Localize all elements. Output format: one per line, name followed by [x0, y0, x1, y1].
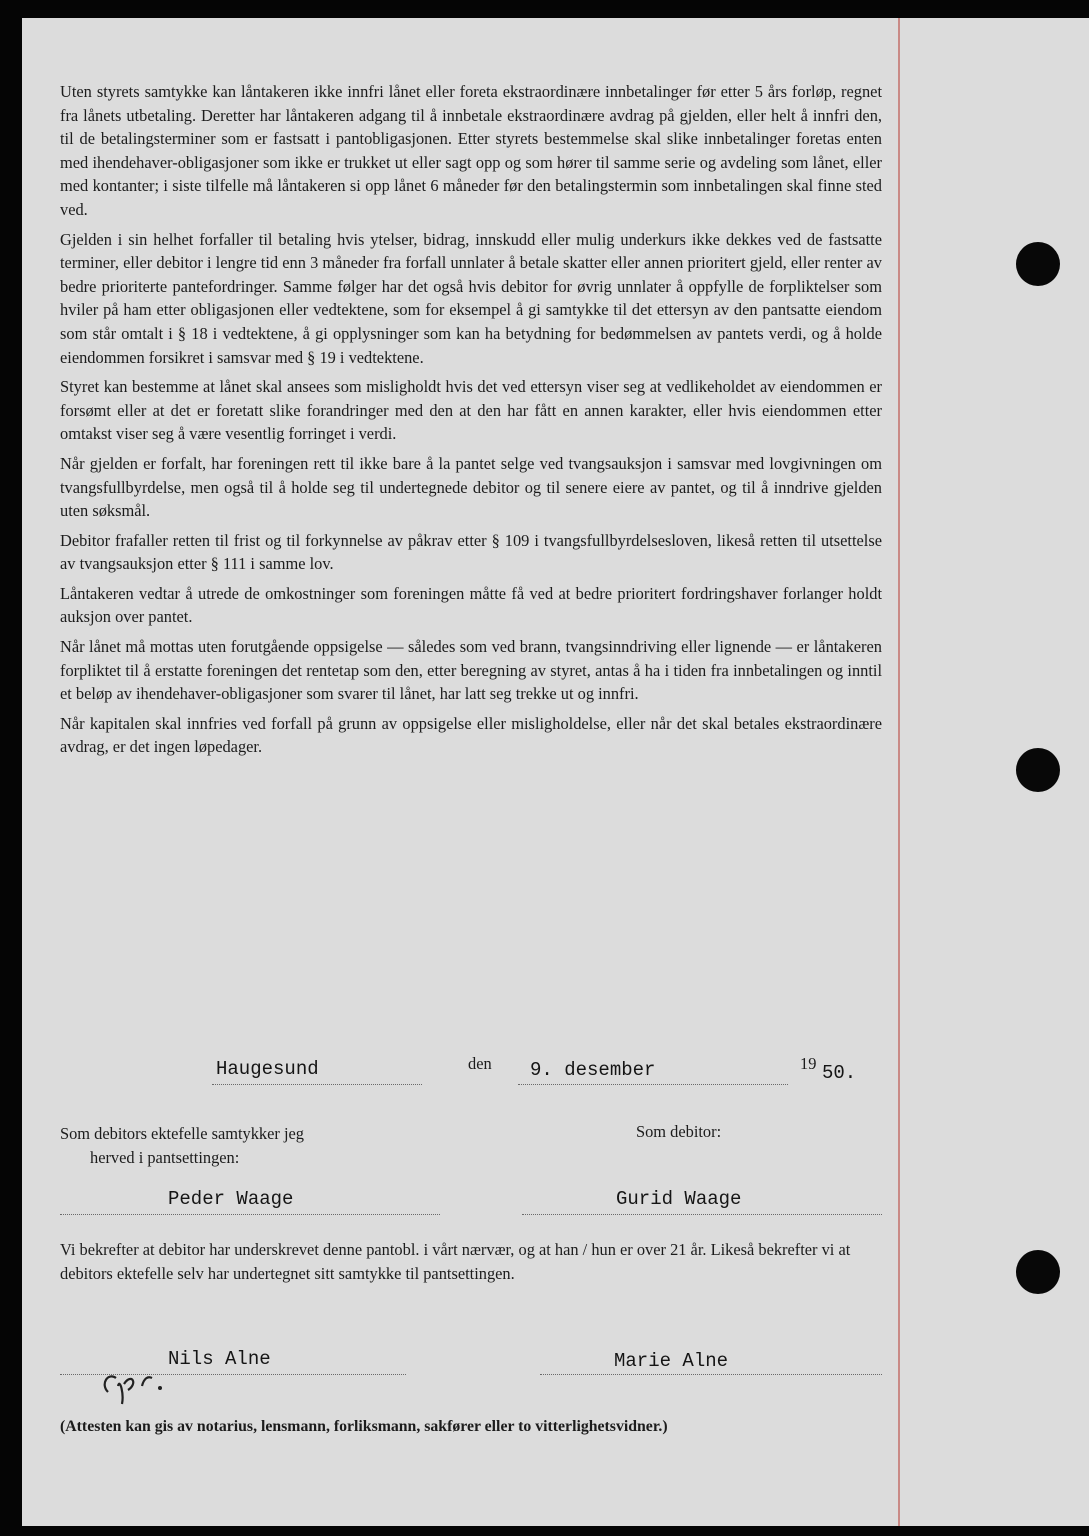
paragraph: Uten styrets samtykke kan låntakeren ikke innfri lånet eller foreta ekstraordinære innbetalinger før etter 5 års forløp, regnet fra lånets utbetaling. Deretter har låntakeren adgang til å innbetale ekstraordinære avdrag på gjelden, eller helt å innfri den, til de betalingsterminer som er fastsatt i pantobligasjonen. Etter styrets bestemmelse skal slike innbetalinger foretas enten med ihendehaver-obligasjoner som ikke er trukket ut eller sagt opp og som hører til samme serie og avdeling som lånet, eller med kontanter; i siste tilfelle må låntakeren si opp lånet 6 måneder før den betalingstermin som innbetalingen skal finne sted ved.: [60, 82, 882, 219]
punch-hole: [1016, 242, 1060, 286]
paragraph: Debitor frafaller retten til frist og til forkynnelse av påkrav etter § 109 i tvangsfullbyrdelsesloven, likeså retten til utsettelse av tvangsauksjon etter § 111 i samme lov.: [60, 530, 882, 574]
document-page: [22, 18, 1089, 1526]
witness-1-signature: Nils Alne: [168, 1348, 271, 1370]
margin-rule: [898, 18, 900, 1526]
paragraph: Gjelden i sin helhet forfaller til betaling hvis ytelser, bidrag, innskudd eller mulig underkurs ikke dekkes ved de fastsatte terminer, eller debitor i lengre tid enn 3 måneder fra forfall unnlater å betale skatter eller annen prioritert gjeld, eller renter av bedre prioriterte pantefordringer. Samme følger har det også hvis debitor for øvrig unnlater å oppfylle de forpliktelser som hviler på ham etter obligasjonen eller vedtektene, som for eksempel å gi samtykke til det ettersyn av den pantsatte eiendom som står omtalt i § 18 i vedtektene, å gi opplysninger som kan ha betydning for bedømmelsen av pantets verdi, og å holde eiendommen forsikret i samsvar med § 19 i vedtektene.: [60, 229, 882, 367]
dotted-line: [522, 1214, 882, 1215]
spouse-consent-label: Som debitors ektefelle samtykker jeg herved i pantsettingen:: [60, 1124, 304, 1167]
paragraph: Når kapitalen skal innfries ved forfall på grunn av oppsigelse eller misligholdelse, eller når det skal betales ekstraordinære avdrag, er det ingen løpedager.: [60, 713, 882, 757]
footnote: (Attesten kan gis av notarius, lensmann, forliksmann, sakfører eller to vitterlighetsvidner.): [60, 1418, 668, 1435]
dotted-line: [212, 1084, 422, 1085]
witness-2-signature: Marie Alne: [614, 1350, 729, 1372]
dotted-line: [60, 1214, 440, 1215]
paragraph: Når lånet må mottas uten forutgående oppsigelse — således som ved brann, tvangsinndriving eller lignende — er låntakeren forpliktet til å erstatte foreningen det rentetap som den, etter beregning av styret, antas å ha i tiden fra innbetalingen og inntil et beløp av ihendehaver-obligasjoner som svarer til lånet, har latt seg trekke ut og innfri.: [60, 637, 882, 704]
punch-hole: [1016, 748, 1060, 792]
year-prefix: 19: [800, 1054, 817, 1073]
paragraph: Styret kan bestemme at lånet skal ansees som misligholdt hvis det ved ettersyn viser seg at vedlikeholdet av eiendommen er forsømt eller at det er foretatt slike forandringer med den at den har fått en annen karakter, eller hvis eiendommen etter omtakst viser seg å være vesentlig forringet i verdi.: [60, 377, 882, 444]
paragraph: Når gjelden er forfalt, har foreningen rett til ikke bare å la pantet selge ved tvangsauksjon i samsvar med lovgivningen om tvangsfullbyrdelse, men også til å holde seg til undertegnede debitor og til senere eiere av pantet, og til å inndrive gjelden uten søksmål.: [60, 453, 882, 521]
place-name: Haugesund: [216, 1058, 319, 1080]
dotted-line: [518, 1084, 788, 1085]
year-suffix: 50.: [822, 1062, 857, 1084]
handwritten-initials: [98, 1364, 178, 1408]
debtor-label: Som debitor:: [636, 1122, 722, 1141]
spouse-signature: Peder Waage: [168, 1188, 294, 1210]
debtor-signature: Gurid Waage: [616, 1188, 742, 1210]
dotted-line: [540, 1374, 882, 1375]
date-prefix: den: [468, 1054, 492, 1073]
attestation-text: Vi bekrefter at debitor har underskrevet denne pantobl. i vårt nærvær, og at han / hun er over 21 år. Likeså bekrefter vi at debitors ektefelle selv har undertegnet sitt samtykke til pantsettingen.: [60, 1240, 851, 1283]
date-value: 9. desember: [530, 1059, 656, 1081]
terms-text: [60, 80, 882, 765]
paragraph: Låntakeren vedtar å utrede de omkostninger som foreningen måtte få ved at bedre prioritert fordringshaver forlanger holdt auksjon over pantet.: [60, 583, 882, 627]
punch-hole: [1016, 1250, 1060, 1294]
